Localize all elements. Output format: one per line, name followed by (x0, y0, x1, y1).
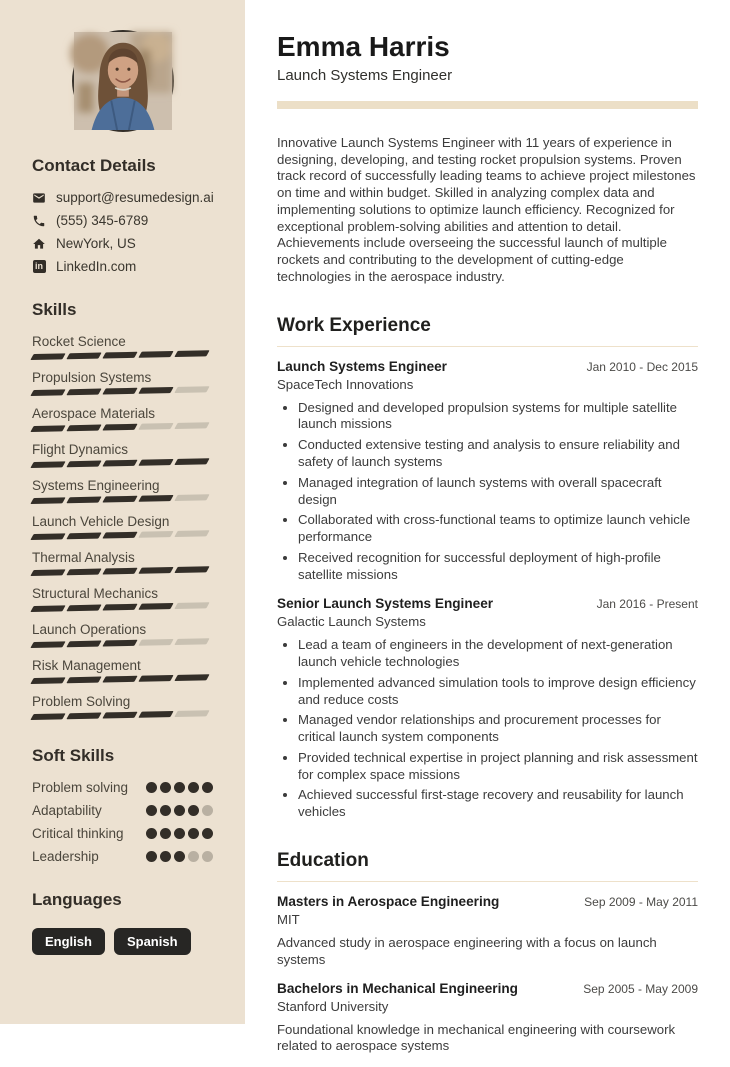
job-company: Galactic Launch Systems (277, 614, 426, 630)
dot-filled (188, 828, 199, 839)
skill-level-bar (32, 530, 213, 540)
degree-description: Foundational knowledge in mechanical engineering with coursework related to aerospace systems (277, 1021, 676, 1054)
contact-linkedin-text[interactable]: LinkedIn.com (56, 259, 137, 274)
seg-filled (174, 674, 209, 681)
job-bullet: • Conducted extensive testing and analysis to ensure reliability and safety of launch systems (298, 437, 698, 471)
seg-filled (102, 640, 137, 647)
job-dates: Jan 2016 - Present (596, 597, 698, 612)
seg-filled (102, 532, 137, 539)
contact-item-phone (32, 213, 213, 228)
skill-item (32, 370, 213, 396)
job-bullet: • Lead a team of engineers in the development of next-generation launch vehicle technologies (298, 637, 698, 671)
skill-item (32, 478, 213, 504)
linkedin-icon: in (32, 260, 46, 274)
soft-skill-dots (146, 828, 213, 839)
seg-filled (66, 569, 101, 576)
seg-filled (30, 389, 65, 396)
job-bullet: • Managed vendor relationships and procurement processes for critical launch system components (298, 712, 698, 746)
seg-empty (174, 386, 209, 393)
seg-filled (30, 569, 65, 576)
skill-level-bar (32, 494, 213, 504)
contact-section-title: Contact Details (32, 156, 156, 175)
contact-item-location (32, 236, 213, 251)
skill-name: Structural Mechanics (32, 586, 159, 601)
seg-filled (30, 677, 65, 684)
accent-divider (277, 101, 698, 109)
work-experience-title: Work Experience (277, 315, 698, 347)
soft-skill-dots (146, 782, 213, 793)
seg-filled (30, 461, 65, 468)
soft-skills-list (32, 780, 213, 864)
job-role: Senior Launch Systems Engineer (277, 596, 494, 612)
skill-level-bar (32, 350, 213, 360)
job-role: Launch Systems Engineer (277, 358, 447, 374)
email-icon (32, 191, 46, 205)
seg-filled (174, 566, 209, 573)
seg-filled (66, 353, 101, 360)
seg-empty (174, 530, 209, 537)
portrait-illustration (74, 32, 172, 130)
degrees-list (277, 894, 698, 1055)
dot-filled (188, 805, 199, 816)
seg-filled (174, 350, 209, 357)
skills-list (32, 334, 213, 720)
degree-description: Advanced study in aerospace engineering with a focus on launch systems (277, 935, 657, 967)
skill-item (32, 658, 213, 684)
dot-filled (174, 828, 185, 839)
skill-level-bar (32, 566, 213, 576)
degree-header-row (277, 894, 698, 909)
job-bullet: • Received recognition for successful deployment of high-profile satellite missions (298, 550, 698, 584)
seg-filled (66, 713, 101, 720)
degree-school: Stanford University (277, 998, 389, 1014)
seg-empty (174, 710, 209, 717)
dot-empty (202, 805, 213, 816)
main-content (277, 0, 698, 1067)
contact-phone-text: (555) 345-6789 (56, 213, 149, 228)
soft-skill-item (32, 780, 213, 795)
seg-filled (66, 497, 101, 504)
education-title: Education (277, 850, 698, 882)
seg-filled (66, 641, 101, 648)
dot-filled (146, 805, 157, 816)
seg-filled (138, 567, 173, 574)
seg-filled (138, 603, 173, 610)
skill-name: Rocket Science (32, 334, 126, 349)
seg-filled (30, 641, 65, 648)
seg-empty (174, 422, 209, 429)
degree-school: MIT (277, 912, 300, 927)
skill-name: Flight Dynamics (32, 442, 129, 457)
summary-paragraph: Innovative Launch Systems Engineer with 11 years of experience in designing, developing, and testing rocket propulsion systems. Proven track record of successfully leading teams to achieve project milestones on time and within budget. Skilled in analyzing complex data and implementing solutions to optimize launch efficiency. Recognized for exceptional problem-solving abilities and attention to detail. Achievements include overseeing the successful launch of multiple rockets and contributing to the development of cutting-edge technologies in the aerospace industry. (277, 134, 696, 284)
contact-item-linkedin (32, 259, 213, 274)
skill-level-bar (32, 458, 213, 468)
dot-filled (146, 828, 157, 839)
job-header-row (277, 596, 698, 611)
skill-name: Launch Operations (32, 622, 147, 637)
seg-filled (30, 533, 65, 540)
languages-section-title: Languages (32, 890, 122, 909)
seg-filled (66, 425, 101, 432)
degree-dates: Sep 2009 - May 2011 (584, 895, 698, 909)
dot-empty (188, 851, 199, 862)
soft-skill-dots (146, 851, 213, 862)
contact-email-text[interactable]: support@resumedesign.ai (56, 190, 214, 205)
seg-filled (138, 711, 173, 718)
dot-filled (160, 782, 171, 793)
seg-filled (102, 676, 137, 683)
seg-filled (102, 460, 137, 467)
skill-name: Thermal Analysis (32, 550, 135, 565)
skill-name: Aerospace Materials (32, 406, 156, 421)
job-bullets (277, 637, 698, 821)
job-bullet: • Collaborated with cross-functional teams to optimize launch vehicle performance (298, 512, 698, 546)
soft-skill-name: Critical thinking (32, 826, 124, 841)
seg-filled (30, 425, 65, 432)
education-section (277, 850, 698, 1055)
job-entry (277, 359, 698, 584)
profile-photo (72, 30, 174, 132)
person-title: Launch Systems Engineer (277, 66, 453, 84)
dot-filled (174, 805, 185, 816)
dot-filled (202, 828, 213, 839)
skill-name: Systems Engineering (32, 478, 160, 493)
job-header-row (277, 359, 698, 374)
job-bullet: • Achieved successful first-stage recovery and reusability for launch vehicles (298, 787, 698, 821)
language-pill-spanish: Spanish (114, 928, 191, 955)
skill-level-bar (32, 422, 213, 432)
seg-empty (174, 494, 209, 501)
seg-empty (138, 423, 173, 430)
soft-skill-name: Problem solving (32, 780, 129, 795)
soft-skill-item (32, 849, 213, 864)
seg-filled (102, 352, 137, 359)
seg-filled (102, 712, 137, 719)
skill-item (32, 334, 213, 360)
skill-item (32, 550, 213, 576)
seg-filled (138, 351, 173, 358)
job-bullet: • Managed integration of launch systems with overall spacecraft design (298, 475, 698, 509)
education-entry (277, 981, 698, 1056)
dot-filled (160, 828, 171, 839)
skill-level-bar (32, 638, 213, 648)
seg-filled (102, 424, 137, 431)
seg-filled (66, 605, 101, 612)
seg-filled (138, 495, 173, 502)
skills-section-title: Skills (32, 300, 77, 319)
job-bullet: • Implemented advanced simulation tools to improve design efficiency and reduce costs (298, 675, 698, 709)
sidebar (0, 0, 245, 1024)
skill-item (32, 442, 213, 468)
soft-skill-name: Leadership (32, 849, 99, 864)
job-dates: Jan 2010 - Dec 2015 (586, 359, 698, 374)
seg-filled (66, 461, 101, 468)
degree-title: Bachelors in Mechanical Engineering (277, 980, 518, 996)
skill-level-bar (32, 386, 213, 396)
seg-filled (30, 713, 65, 720)
dot-filled (174, 851, 185, 862)
seg-empty (138, 531, 173, 538)
seg-filled (102, 568, 137, 575)
jobs-list (277, 359, 698, 821)
soft-skill-item (32, 803, 213, 818)
dot-filled (146, 782, 157, 793)
seg-filled (30, 605, 65, 612)
soft-skill-item (32, 826, 213, 841)
job-entry (277, 596, 698, 821)
work-experience-section (277, 315, 698, 821)
soft-skill-name: Adaptability (32, 803, 102, 818)
seg-filled (30, 353, 65, 360)
person-name: Emma Harris (277, 31, 450, 62)
seg-filled (102, 388, 137, 395)
skill-item (32, 406, 213, 432)
degree-header-row (277, 981, 698, 996)
skill-item (32, 622, 213, 648)
dot-filled (160, 851, 171, 862)
seg-filled (138, 387, 173, 394)
skill-level-bar (32, 674, 213, 684)
skill-name: Risk Management (32, 658, 141, 673)
degree-title: Masters in Aerospace Engineering (277, 894, 500, 909)
home-icon (32, 237, 46, 251)
dot-empty (202, 851, 213, 862)
skill-name: Propulsion Systems (32, 370, 152, 385)
seg-empty (174, 602, 209, 609)
seg-filled (138, 459, 173, 466)
seg-filled (102, 496, 137, 503)
degree-dates: Sep 2005 - May 2009 (583, 981, 698, 996)
seg-filled (174, 458, 209, 465)
dot-filled (188, 782, 199, 793)
job-company: SpaceTech Innovations (277, 376, 414, 392)
languages-list (32, 928, 213, 955)
seg-empty (174, 638, 209, 645)
contact-item-email (32, 190, 213, 205)
contact-list (32, 190, 213, 274)
seg-filled (66, 533, 101, 540)
skill-name: Launch Vehicle Design (32, 514, 170, 529)
skill-item (32, 586, 213, 612)
skill-item (32, 694, 213, 720)
education-entry (277, 894, 698, 969)
job-bullets (277, 400, 698, 584)
soft-skill-dots (146, 805, 213, 816)
skill-level-bar (32, 710, 213, 720)
dot-filled (160, 805, 171, 816)
dot-filled (146, 851, 157, 862)
seg-empty (138, 639, 173, 646)
seg-filled (30, 497, 65, 504)
seg-filled (66, 677, 101, 684)
contact-location-text: NewYork, US (56, 236, 136, 251)
job-bullet: • Provided technical expertise in project planning and risk assessment for complex space missions (298, 750, 698, 784)
skill-item (32, 514, 213, 540)
phone-icon (32, 214, 46, 228)
skill-name: Problem Solving (32, 694, 131, 709)
language-pill-english: English (32, 928, 105, 955)
dot-filled (202, 782, 213, 793)
seg-filled (102, 604, 137, 611)
seg-filled (66, 389, 101, 396)
dot-filled (174, 782, 185, 793)
job-bullet: • Designed and developed propulsion systems for multiple satellite launch missions (298, 400, 698, 434)
seg-filled (138, 675, 173, 682)
soft-skills-section-title: Soft Skills (32, 746, 115, 765)
skill-level-bar (32, 602, 213, 612)
